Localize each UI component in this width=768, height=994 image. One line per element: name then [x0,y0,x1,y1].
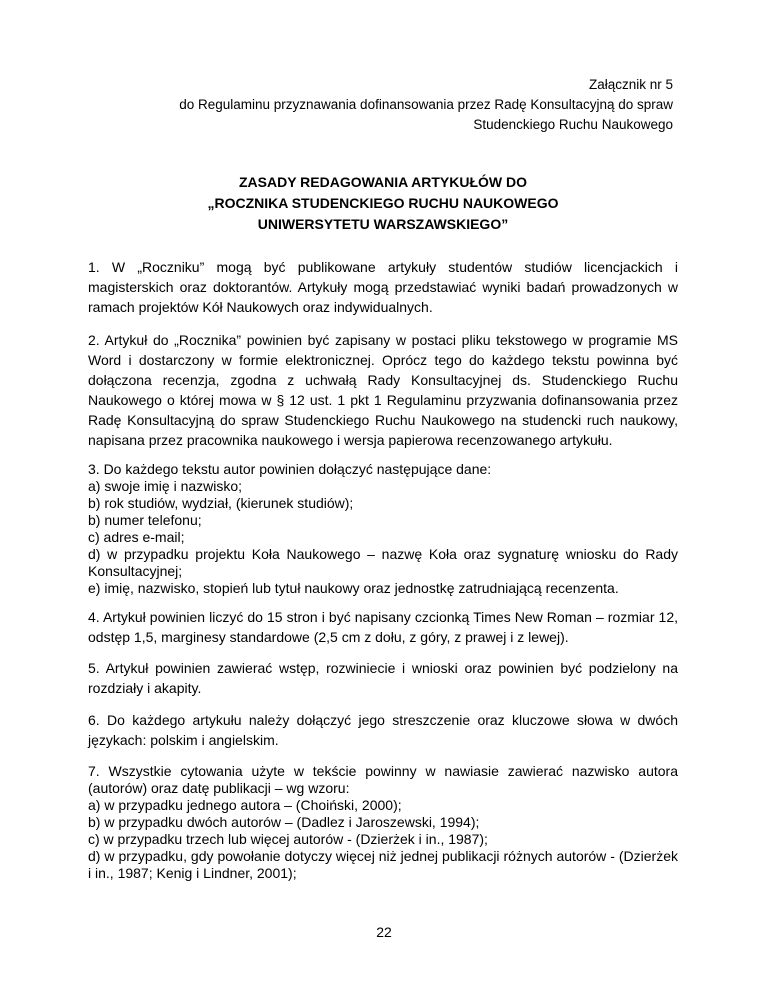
list-item: e) imię, nazwisko, stopień lub tytuł naukowy oraz jednostkę zatrudniającą recenzenta. [88,580,619,596]
annex-header [179,75,673,135]
list-item: d) w przypadku, gdy powołanie dotyczy więcej niż jednej publikacji różnych autorów - (Dzierżek i in., 1987; Kenig i Lindner, 2001); [88,848,678,881]
page-number: 22 [376,924,392,940]
annex-line-2: do Regulaminu przyznawania dofinansowania przez Radę Konsultacyjną do spraw [179,97,673,112]
section-4: 4. Artykuł powinien liczyć do 15 stron i być napisany czcionką Times New Roman – rozmiar 12, odstęp 1,5, marginesy standardowe (2,5 cm z dołu, z góry, z prawej i z lewej). [88,609,678,645]
list-item: d) w przypadku projektu Koła Naukowego – nazwę Koła oraz sygnaturę wniosku do Rady Konsultacyjnej; [88,546,678,579]
document-title [88,172,678,235]
document-body [88,257,678,882]
section-7 [88,763,678,882]
list-item: a) swoje imię i nazwisko; [88,478,243,494]
section-5: 5. Artykuł powinien zawierać wstęp, rozwiniecie i wnioski oraz powinien być podzielony na rozdziały i akapity. [88,660,678,696]
list-item: b) numer telefonu; [88,512,202,528]
section-6: 6. Do każdego artykułu należy dołączyć jego streszczenie oraz kluczowe słowa w dwóch językach: polskim i angielskim. [88,712,678,748]
section-3-intro: 3. Do każdego tekstu autor powinien dołączyć następujące dane: [88,461,492,477]
section-7-intro: 7. Wszystkie cytowania użyte w tekście powinny w nawiasie zawierać nazwisko autora (autorów) oraz datę publikacji – wg wzoru: [88,763,678,796]
list-item: c) adres e-mail; [88,529,185,545]
list-item: c) w przypadku trzech lub więcej autorów - (Dzierżek i in., 1987); [88,831,488,847]
section-1: 1. W „Roczniku” mogą być publikowane artykuły studentów studiów licencjackich i magisterskich oraz doktorantów. Artykuły mogą przedstawiać wyniki badań prowadzonych w ramach projektów Kół Naukowych oraz indywidualnych. [88,259,678,315]
title-line-1: ZASADY REDAGOWANIA ARTYKUŁÓW DO [238,174,528,190]
section-3 [88,461,678,597]
annex-line-1: Załącznik nr 5 [588,77,673,92]
list-item: a) w przypadku jednego autora – (Choiński, 2000); [88,797,402,813]
annex-line-3: Studenckiego Ruchu Naukowego [473,117,673,132]
section-2: 2. Artykuł do „Rocznika” powinien być zapisany w postaci pliku tekstowego w programie MS Word i dostarczony w formie elektronicznej. Oprócz tego do każdego tekstu powinna być dołączona recenzja, zgodna z uchwałą Rady Konsultacyjnej ds. Studenckiego Ruchu Naukowego o której mowa w § 12 ust. 1 pkt 1 Regulaminu przyzwania dofinansowania przez Radę Konsultacyjną do spraw Studenckiego Ruchu Naukowego na studencki ruch naukowy, napisana przez pracownika naukowego i wersja papierowa recenzowanego artykułu. [88,332,678,448]
list-item: b) w przypadku dwóch autorów – (Dadlez i Jaroszewski, 1994); [88,814,480,830]
list-item: b) rok studiów, wydział, (kierunek studiów); [88,495,354,511]
title-line-3: UNIWERSYTETU WARSZAWSKIEGO” [257,216,509,232]
title-line-2: „ROCZNIKA STUDENCKIEGO RUCHU NAUKOWEGO [207,195,559,211]
